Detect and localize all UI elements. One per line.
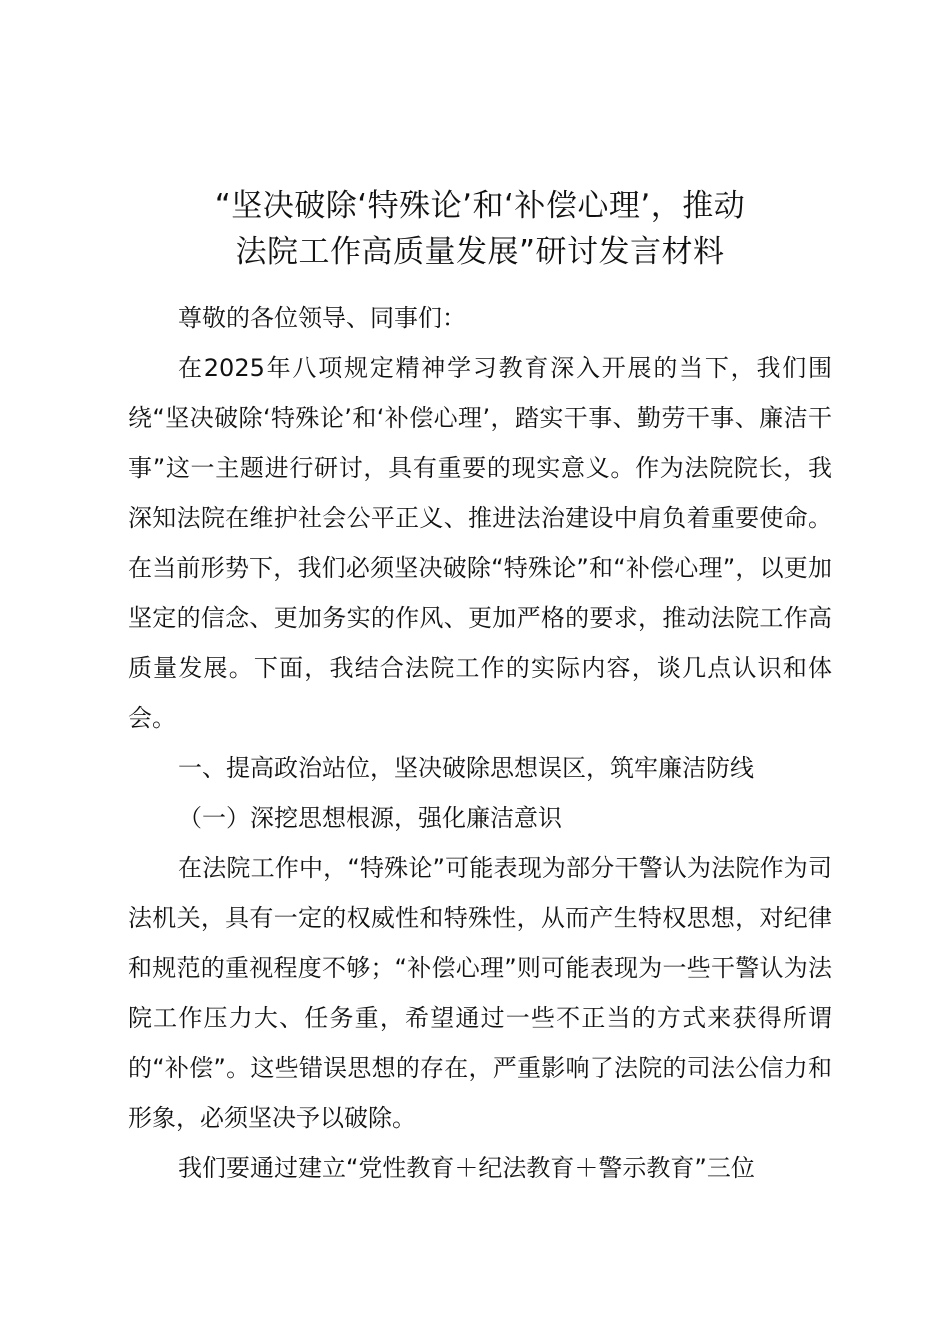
title-line-1: “坚决破除‘特殊论’和‘补偿心理’，推动	[214, 188, 746, 224]
body-paragraph-3: 我们要通过建立“党性教育＋纪法教育＋警示教育”三位	[178, 1154, 755, 1182]
intro-paragraph: 在2025年八项规定精神学习教育深入开展的当下，我们围绕“坚决破除‘特殊论’和‘补偿心理’，踏实干事、勤劳干事、廉洁干事”这一主题进行研讨，具有重要的现实意义。作为法院院长，我深知法院在维护社会公平正义、推进法治建设中肩负着重要使命。在当前形势下，我们必须坚决破除“特殊论”和“补偿心理”，以更加坚定的信念、更加务实的作风、更加严格的要求，推动法院工作高质量发展。下面，我结合法院工作的实际内容，谈几点认识和体会。	[128, 354, 832, 732]
title-line-2: 法院工作高质量发展”研讨发言材料	[235, 234, 725, 270]
subsection-heading-1: （一）深挖思想根源，强化廉洁意识	[178, 804, 562, 832]
salutation: 尊敬的各位领导、同事们：	[178, 304, 466, 332]
document-title	[128, 183, 832, 275]
document-page	[128, 183, 832, 1193]
section-heading-1: 一、提高政治站位，坚决破除思想误区，筑牢廉洁防线	[178, 754, 754, 782]
body-paragraph-2: 在法院工作中，“特殊论”可能表现为部分干警认为法院作为司法机关，具有一定的权威性和特殊性，从而产生特权思想，对纪律和规范的重视程度不够；“补偿心理”则可能表现为一些干警认为法院工作压力大、任务重，希望通过一些不正当的方式来获得所谓的“补偿”。这些错误思想的存在，严重影响了法院的司法公信力和形象，必须坚决予以破除。	[128, 854, 832, 1132]
